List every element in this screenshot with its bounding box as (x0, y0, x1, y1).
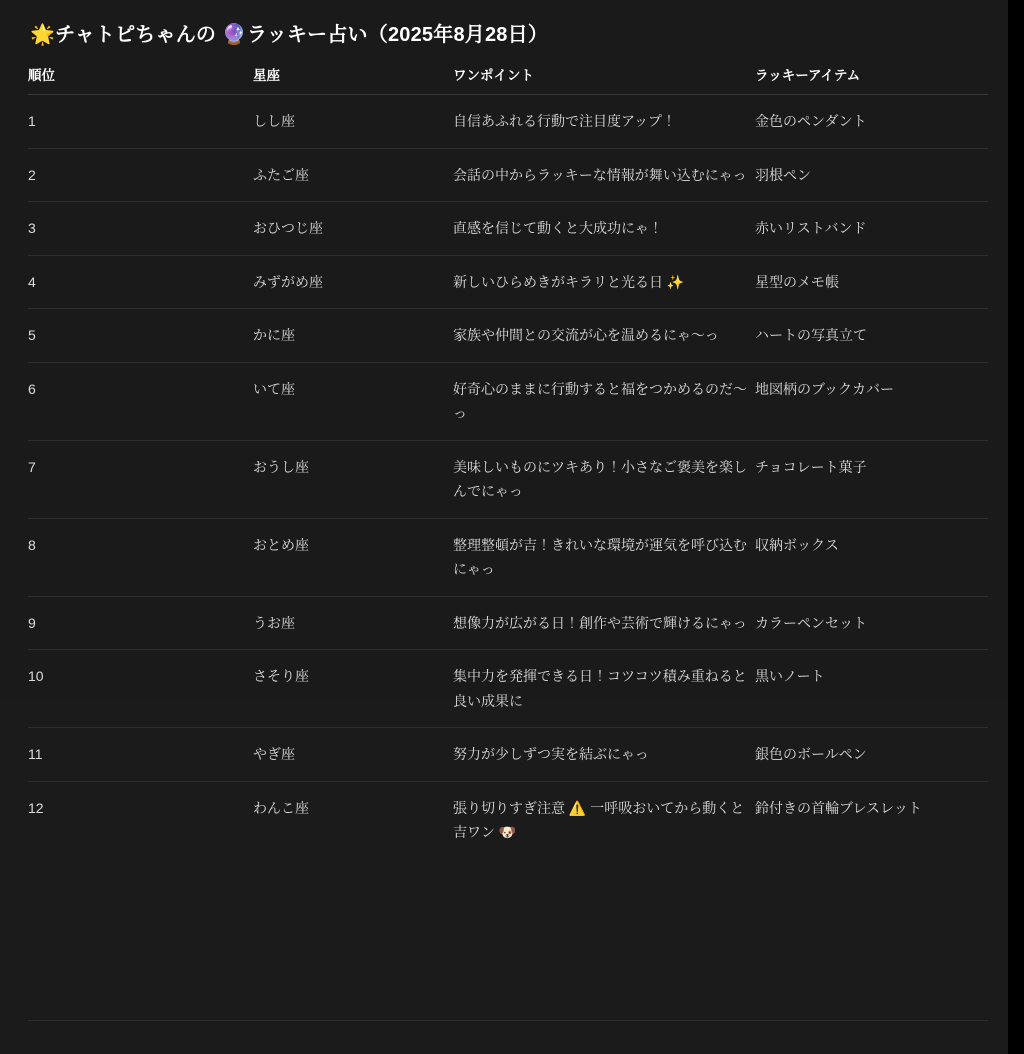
page-title: 🌟チャトピちゃんの 🔮ラッキー占い（2025年8月28日） (30, 24, 549, 46)
cell-rank: 7 (28, 440, 253, 518)
table-row (28, 518, 988, 596)
cell-rank: 2 (28, 148, 253, 202)
cell-item: ハートの写真立て (755, 309, 988, 363)
cell-point: 努力が少しずつ実を結ぶにゃっ (453, 728, 755, 782)
cell-rank: 4 (28, 255, 253, 309)
table-row (28, 202, 988, 256)
cell-sign: わんこ座 (253, 799, 309, 816)
cell-sign: ふたご座 (253, 148, 453, 202)
cell-rank: 5 (28, 309, 253, 363)
cell-item: 黒いノート (755, 650, 988, 728)
cell-point: 整理整頓が吉！きれいな環境が運気を呼び込むにゃっ (453, 518, 755, 596)
table-row (28, 728, 988, 782)
cell-item: 収納ボックス (755, 518, 988, 596)
cell-rank: 6 (28, 362, 253, 440)
cell-point: 会話の中からラッキーな情報が舞い込むにゃっ (453, 148, 755, 202)
table-row (28, 95, 988, 149)
table-header-row (28, 58, 988, 95)
cell-item: 羽根ペン (755, 148, 988, 202)
cell-point: 新しいひらめきがキラリと光る日 ✨ (453, 255, 755, 309)
cell-point: 好奇心のままに行動すると福をつかめるのだ〜っ (453, 362, 755, 440)
horoscope-table (28, 58, 988, 859)
table-body (28, 95, 988, 859)
column-header-point: ワンポイント (453, 58, 755, 95)
cell-rank: 8 (28, 518, 253, 596)
cell-item: 銀色のボールペン (755, 728, 988, 782)
cell-item: チョコレート菓子 (755, 440, 988, 518)
cell-item: 地図柄のブックカバー (755, 362, 988, 440)
cell-item: 星型のメモ帳 (755, 255, 988, 309)
column-header-rank: 順位 (28, 58, 253, 95)
cell-point: 自信あふれる行動で注目度アップ！ (453, 95, 755, 149)
table-row (28, 781, 988, 859)
column-header-sign: 星座 (253, 58, 453, 95)
cell-sign: かに座 (253, 309, 453, 363)
cell-point: 張り切りすぎ注意 ⚠️ 一呼吸おいてから動くと吉ワン 🐶 (453, 799, 745, 840)
cell-rank: 3 (28, 202, 253, 256)
cell-sign: いて座 (253, 362, 453, 440)
cell-item: カラーペンセット (755, 596, 988, 650)
table-row (28, 440, 988, 518)
cell-rank: 11 (28, 728, 253, 782)
cell-rank: 1 (28, 95, 253, 149)
table-row (28, 596, 988, 650)
cell-sign: みずがめ座 (253, 255, 453, 309)
cell-sign: しし座 (253, 95, 453, 149)
table-row (28, 650, 988, 728)
cell-point: 美味しいものにツキあり！小さなご褒美を楽しんでにゃっ (453, 440, 755, 518)
cell-rank: 9 (28, 596, 253, 650)
cell-item: 鈴付きの首輪ブレスレット (755, 799, 922, 816)
cell-sign: やぎ座 (253, 728, 453, 782)
cell-item: 金色のペンダント (755, 95, 988, 149)
table-bottom-divider (28, 1020, 988, 1021)
table-row (28, 148, 988, 202)
cell-sign: おひつじ座 (253, 202, 453, 256)
column-header-item: ラッキーアイテム (755, 58, 988, 95)
cell-item: 赤いリストバンド (755, 202, 988, 256)
cell-point: 直感を信じて動くと大成功にゃ！ (453, 202, 755, 256)
cell-point: 想像力が広がる日！創作や芸術で輝けるにゃっ (453, 596, 755, 650)
cell-sign: うお座 (253, 596, 453, 650)
table-row (28, 309, 988, 363)
cell-rank: 10 (28, 650, 253, 728)
table-row (28, 255, 988, 309)
table-row (28, 362, 988, 440)
cell-point: 家族や仲間との交流が心を温めるにゃ〜っ (453, 309, 755, 363)
cell-point: 集中力を発揮できる日！コツコツ積み重ねると良い成果に (453, 650, 755, 728)
cell-sign: さそり座 (253, 650, 453, 728)
cell-sign: おとめ座 (253, 518, 453, 596)
cell-sign: おうし座 (253, 440, 453, 518)
cell-rank: 12 (28, 799, 44, 816)
